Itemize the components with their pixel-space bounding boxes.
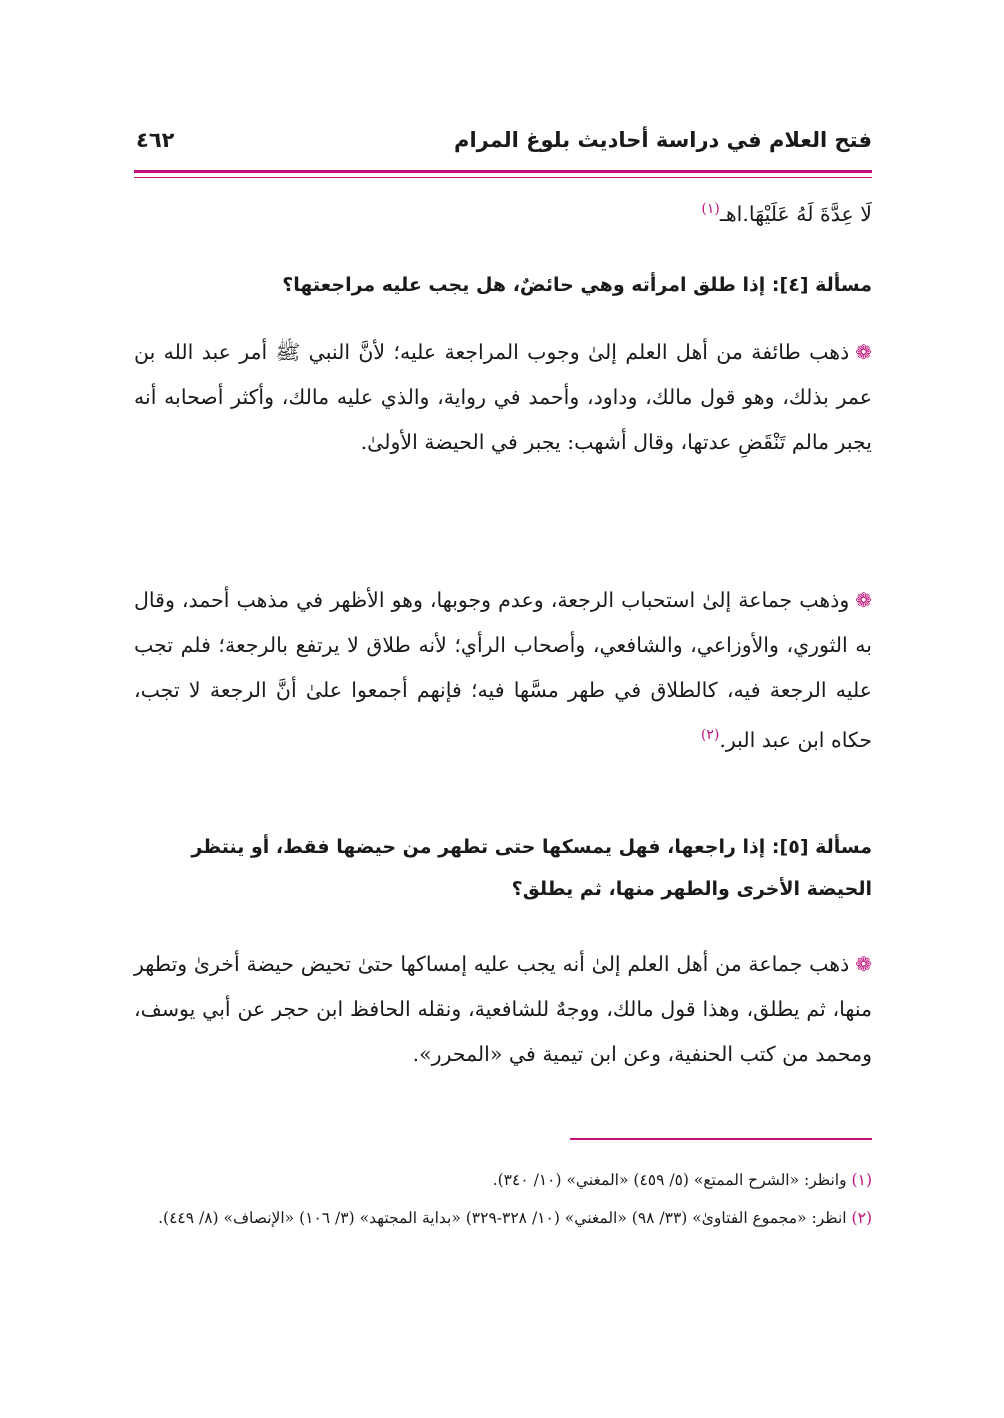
page-number: ٤٦٢	[136, 128, 175, 152]
question-4-heading: مسألة [٤]: إذا طلق امرأته وهي حائضٌ، هل يجب عليه مراجعتها؟	[282, 274, 872, 296]
running-header	[134, 128, 872, 168]
footnote-separator	[570, 1138, 872, 1140]
flower-bullet-icon: ❁	[855, 340, 872, 364]
q4-p1-text: ذهب طائفة من أهل العلم إلىٰ وجوب المراجعة عليه؛ لأنَّ النبي ﷺ أمر عبد الله بن عمر بذلك، وهو قول مالك، وداود، وأحمد في رواية، والذي عليه مالك، وأكثر أصحابه أنه يجبر مالم تَنْقَضِ عدتها، وقال أشهب: يجبر في الحيضة الأولىٰ.	[134, 340, 872, 454]
flower-bullet-icon: ❁	[855, 952, 872, 976]
question-5-heading: مسألة [٥]: إذا راجعها، فهل يمسكها حتى تطهر من حيضها فقط، أو ينتظر الحيضة الأخرى والطهر منها، ثم يطلق؟	[191, 836, 872, 900]
footnote-text: وانظر: «الشرح الممتع» (٥/ ٤٥٩) «المغني» (١٠/ ٣٤٠).	[492, 1171, 847, 1189]
footnote-number: (١)	[851, 1171, 872, 1189]
header-rule-thin	[134, 177, 872, 178]
opening-line	[134, 187, 872, 237]
q4-p2-text: وذهب جماعة إلىٰ استحباب الرجعة، وعدم وجوبها، وهو الأظهر في مذهب أحمد، وقال به الثوري، والأوزاعي، والشافعي، وأصحاب الرأي؛ لأنه طلاق لا يرتفع بالرجعة؛ فلم تجب عليه الرجعة فيه، كالطلاق في طهر مسَّها فيه؛ فإنهم أجمعوا علىٰ أنَّ الرجعة لا تجب، حكاه ابن عبد البر.	[134, 588, 872, 752]
q5-p1-text: ذهب جماعة من أهل العلم إلىٰ أنه يجب عليه إمساكها حتىٰ تحيض حيضة أخرىٰ وتطهر منها، ثم يطلق، وهذا قول مالك، ووجهٌ للشافعية، ونقله الحافظ ابن حجر عن أبي يوسف، ومحمد من كتب الحنفية، وعن ابن تيمية في «المحرر».	[134, 952, 872, 1066]
footnote-1	[134, 1165, 872, 1195]
book-title: فتح العلام في دراسة أحاديث بلوغ المرام	[454, 128, 872, 152]
footnote-number: (٢)	[851, 1209, 872, 1227]
opening-text: لَا عِدَّةَ لَهُ عَلَيْهَا.اهـ	[719, 201, 872, 226]
footnote-2	[134, 1203, 872, 1233]
footnote-ref-2[interactable]: (٢)	[700, 727, 720, 743]
footnote-text: انظر: «مجموع الفتاوىٰ» (٣٣/ ٩٨) «المغني» (١٠/ ٣٢٨-٣٢٩) «بداية المجتهد» (٣/ ١٠٦) «الإنصاف» (٨/ ٤٤٩).	[158, 1209, 847, 1227]
footnote-ref-1[interactable]: (١)	[701, 201, 720, 217]
header-rule-thick	[134, 170, 872, 173]
q4-paragraph-2	[134, 578, 872, 763]
q4-paragraph-1	[134, 330, 872, 465]
q5-paragraph-1	[134, 942, 872, 1077]
flower-bullet-icon: ❁	[855, 588, 872, 612]
footnotes	[134, 1165, 872, 1241]
